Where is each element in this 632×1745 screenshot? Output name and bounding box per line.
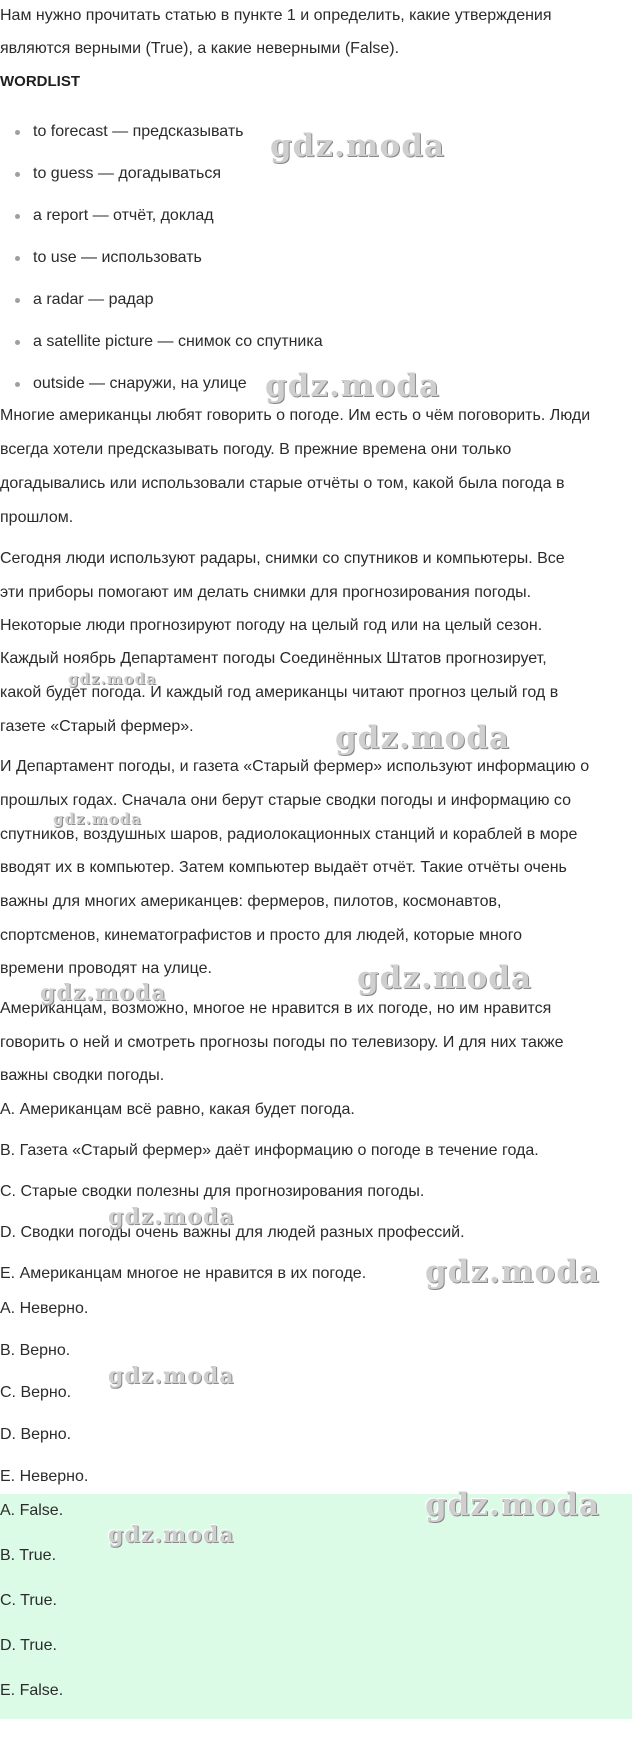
text-line: какой будет погода. И каждый год американцы читают прогноз целый год в [0, 684, 559, 701]
wordlist-item: a report — отчёт, доклад [33, 207, 214, 224]
answer-item: A. Неверно. [0, 1300, 89, 1317]
text-line: догадывались или использовали старые отчёты о том, какой была погода в [0, 475, 565, 492]
watermark: gdz.moda [68, 670, 157, 688]
text-line: важны для многих американцев: фермеров, пилотов, космонавтов, [0, 893, 502, 910]
text-line: спортсменов, кинематографистов и просто для людей, которые много [0, 927, 523, 944]
answer-item: C. True. [0, 1592, 57, 1609]
text-line: Некоторые люди прогнозируют погоду на целый год или на целый сезон. [0, 617, 543, 634]
text-line: важны сводки погоды. [0, 1067, 165, 1084]
watermark: gdz.moda [265, 368, 440, 404]
statement-item: B. Газета «Старый фермер» даёт информацию о погоде в течение года. [0, 1142, 539, 1159]
wordlist-item: to guess — догадываться [33, 165, 222, 182]
answer-item: C. Верно. [0, 1384, 72, 1401]
bullet-icon [15, 382, 20, 387]
text-line: спутников, воздушных шаров, радиолокационных станций и кораблей в море [0, 826, 578, 843]
watermark: gdz.moda [357, 960, 532, 996]
text-line: прошлых годах. Сначала они берут старые сводки погоды и информацию со [0, 792, 571, 809]
wordlist-item: a radar — радар [33, 291, 154, 308]
bullet-icon [15, 214, 20, 219]
text-line: говорить о ней и смотреть прогнозы погоды по телевизору. И для них также [0, 1034, 564, 1051]
text-line: времени проводят на улице. [0, 960, 212, 977]
watermark: gdz.moda [108, 1522, 235, 1548]
watermark: gdz.moda [108, 1363, 235, 1389]
watermark: gdz.moda [335, 720, 510, 756]
bullet-icon [15, 172, 20, 177]
wordlist-title: WORDLIST [0, 73, 80, 90]
wordlist-item: to forecast — предсказывать [33, 123, 244, 140]
text-line: И Департамент погоды, и газета «Старый фермер» используют информацию о [0, 758, 590, 775]
statement-item: D. Сводки погоды очень важны для людей разных профессий. [0, 1224, 465, 1241]
intro-line: Нам нужно прочитать статью в пункте 1 и определить, какие утверждения [0, 7, 552, 24]
answer-highlight-box [0, 1494, 632, 1719]
text-line: прошлом. [0, 509, 74, 526]
intro-line: являются верными (True), а какие неверными (False). [0, 40, 400, 57]
bullet-icon [15, 298, 20, 303]
statement-item: A. Американцам всё равно, какая будет погода. [0, 1101, 355, 1118]
answer-item: D. Верно. [0, 1426, 72, 1443]
watermark: gdz.moda [108, 1204, 235, 1230]
answer-item: A. False. [0, 1502, 64, 1519]
wordlist-item: outside — снаружи, на улице [33, 375, 247, 392]
wordlist-item: to use — использовать [33, 249, 202, 266]
bullet-icon [15, 256, 20, 261]
answer-item: D. True. [0, 1637, 57, 1654]
watermark: gdz.moda [270, 128, 445, 164]
text-line: газете «Старый фермер». [0, 718, 194, 735]
text-line: эти приборы помогают им делать снимки для прогнозирования погоды. [0, 584, 532, 601]
watermark: gdz.moda [425, 1487, 600, 1523]
text-line: Многие американцы любят говорить о погоде. Им есть о чём поговорить. Люди [0, 407, 591, 424]
text-line: Каждый ноябрь Департамент погоды Соединённых Штатов прогнозирует, [0, 650, 547, 667]
answer-item: B. Верно. [0, 1342, 71, 1359]
statement-item: C. Старые сводки полезны для прогнозирования погоды. [0, 1183, 425, 1200]
statement-item: E. Американцам многое не нравится в их погоде. [0, 1265, 367, 1282]
answer-item: B. True. [0, 1547, 57, 1564]
answer-item: E. Неверно. [0, 1468, 89, 1485]
text-line: Американцам, возможно, многое не нравится в их погоде, но им нравится [0, 1000, 552, 1017]
answer-item: E. False. [0, 1682, 64, 1699]
watermark: gdz.moda [425, 1254, 600, 1290]
wordlist-item: a satellite picture — снимок со спутника [33, 333, 323, 350]
text-line: вводят их в компьютер. Затем компьютер выдаёт отчёт. Такие отчёты очень [0, 859, 567, 876]
text-line: Сегодня люди используют радары, снимки со спутников и компьютеры. Все [0, 550, 565, 567]
bullet-icon [15, 340, 20, 345]
bullet-icon [15, 130, 20, 135]
watermark: gdz.moda [53, 810, 142, 828]
text-line: всегда хотели предсказывать погоду. В прежние времена они только [0, 441, 512, 458]
watermark: gdz.moda [40, 980, 167, 1006]
